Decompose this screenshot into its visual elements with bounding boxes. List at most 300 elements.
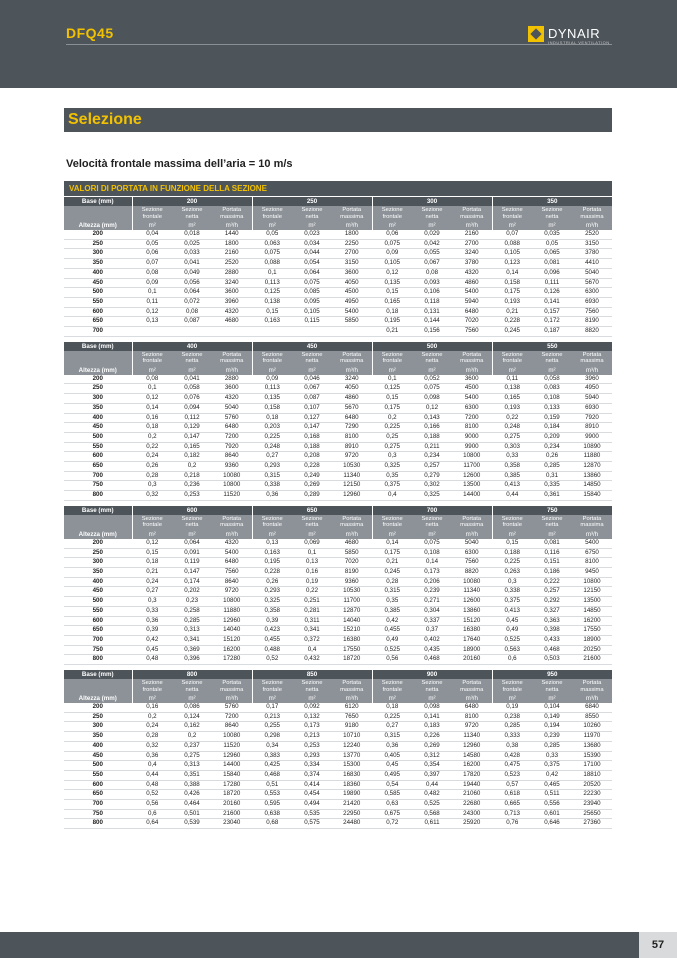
table-cell: 18720 [332,655,372,665]
column-header [412,515,452,530]
column-header [332,679,372,694]
table-cell: 0,105 [372,259,412,269]
table-cell [292,327,332,337]
table-cell: 0,159 [532,413,572,423]
table-row [64,249,612,259]
table-cell: 0,341 [292,626,332,636]
table-cell: 0,638 [252,809,292,819]
table-cell: 3600 [212,384,252,394]
unit-cell: m² [252,530,292,539]
table-cell: 0,44 [492,491,532,501]
column-header-line: Sezione [541,515,563,522]
table-cell: 6480 [212,423,252,433]
table-cell: 0,646 [532,819,572,829]
table-cell: 0,4 [372,491,412,501]
table-cell: 0,163 [252,548,292,558]
table-cell: 0,076 [172,394,212,404]
column-header [252,206,292,221]
unit-row [64,366,612,375]
table-cell: 0,258 [172,606,212,616]
table-cell: 5040 [572,268,612,278]
table-cell: 7020 [332,558,372,568]
column-header [492,351,532,366]
column-header [452,351,492,366]
table-cell: 0,335 [532,481,572,491]
table-cell: 0,238 [492,712,532,722]
unit-cell: m³/h [572,530,612,539]
column-header [212,515,252,530]
table-cell: 0,046 [292,375,332,384]
table-cell: 2880 [212,375,252,384]
table-cell: 7200 [452,413,492,423]
table-cell: 19890 [332,790,372,800]
table-row [64,230,612,239]
altezza-value: 650 [64,790,132,800]
table-cell: 3600 [332,268,372,278]
table-cell: 0,075 [292,278,332,288]
table-cell: 0,118 [412,297,452,307]
column-header-line: netta [305,522,319,529]
table-cell: 0,113 [252,278,292,288]
column-header-line: Portata [222,680,242,687]
table-cell: 0,211 [412,442,452,452]
table-row [64,413,612,423]
column-header-line: netta [425,522,439,529]
table-cell: 0,313 [172,761,212,771]
altezza-value: 450 [64,278,132,288]
column-header-line: Sezione [261,351,283,358]
table-cell: 5760 [212,413,252,423]
table-cell: 11340 [332,471,372,481]
table-cell: 14580 [452,751,492,761]
table-cell: 0,172 [532,317,572,327]
table-cell: 0,13 [132,317,172,327]
table-cell: 7290 [332,423,372,433]
table-cell: 0,147 [292,423,332,433]
table-cell: 4320 [212,394,252,404]
column-header-line: frontale [262,358,282,365]
altezza-value: 300 [64,394,132,404]
table-cell: 6120 [332,703,372,712]
table-cell: 0,556 [532,800,572,810]
column-header-line: frontale [502,358,522,365]
table-cell: 10890 [572,442,612,452]
table-cell: 11880 [572,452,612,462]
table-cell: 8820 [572,327,612,337]
table-cell: 0,065 [532,249,572,259]
table-cell: 18900 [572,635,612,645]
table-row [64,288,612,298]
table-cell: 7560 [212,567,252,577]
column-header-line: netta [305,358,319,365]
table-cell: 9720 [212,587,252,597]
table-cell: 0,269 [412,741,452,751]
logo-icon [528,26,544,42]
table-cell: 17280 [212,655,252,665]
column-header-line: netta [425,213,439,220]
table-cell: 0,225 [252,432,292,442]
column-header-line: Sezione [421,351,443,358]
table-cell: 0,063 [252,239,292,249]
table-cell: 0,374 [292,770,332,780]
table-cell: 24300 [452,809,492,819]
column-header [172,515,212,530]
table-cell: 4860 [452,278,492,288]
table-cell: 14850 [572,606,612,616]
table-cell: 0,088 [252,259,292,269]
table-cell: 0,337 [412,616,452,626]
altezza-value: 450 [64,751,132,761]
table-cell: 0,414 [292,780,332,790]
column-header-row [64,351,612,366]
table-cell: 0,141 [412,712,452,722]
table-cell: 0,107 [292,403,332,413]
table-row [64,732,612,742]
table-cell: 0,2 [172,462,212,472]
altezza-value: 400 [64,741,132,751]
table-cell: 9000 [452,432,492,442]
table-row [64,394,612,404]
table-cell: 0,26 [252,577,292,587]
table-cell: 0,35 [372,597,412,607]
table-cell: 24480 [332,819,372,829]
table-cell: 0,106 [412,288,452,298]
table-cell: 0,257 [412,462,452,472]
column-header-line: netta [545,686,559,693]
table-row [64,317,612,327]
unit-cell: m² [372,530,412,539]
unit-cell: m² [132,366,172,375]
table-cell: 0,525 [412,800,452,810]
table-cell: 0,056 [172,278,212,288]
table-cell: 0,22 [492,413,532,423]
table-cell: 0,351 [172,770,212,780]
base-value: 500 [372,342,492,351]
base-label: Base (mm) [64,197,132,206]
table-row [64,741,612,751]
column-header-line: Portata [222,207,242,213]
altezza-value: 550 [64,606,132,616]
table-cell: 0,058 [532,375,572,384]
altezza-value: 200 [64,703,132,712]
table-cell: 0,044 [292,249,332,259]
table-cell: 0,175 [492,288,532,298]
column-header-line: frontale [142,213,162,220]
table-cell: 0,21 [372,327,412,337]
table-cell: 3240 [212,278,252,288]
table-cell: 0,173 [412,567,452,577]
table-cell: 0,248 [252,442,292,452]
table-cell: 22230 [572,790,612,800]
column-header [572,679,612,694]
table-cell: 0,482 [412,790,452,800]
table-cell [252,327,292,337]
page-header [0,0,677,88]
altezza-value: 600 [64,616,132,626]
table-cell: 0,14 [412,558,452,568]
table-cell: 5400 [572,539,612,548]
table-cell: 5040 [452,539,492,548]
table-cell: 16200 [452,761,492,771]
table-cell: 0,08 [132,375,172,384]
table-cell: 0,32 [132,741,172,751]
table-cell: 0,372 [292,635,332,645]
column-header [212,351,252,366]
column-header-line: netta [185,522,199,529]
table-cell: 0,285 [492,722,532,732]
table-cell: 0,029 [412,230,452,239]
table-cell: 0,338 [252,481,292,491]
base-value: 900 [372,670,492,679]
table-cell: 0,525 [492,635,532,645]
base-value: 400 [132,342,252,351]
table-cell: 0,094 [172,403,212,413]
column-header-line: Portata [342,680,362,687]
table-cell: 0,269 [292,481,332,491]
table-cell: 0,36 [132,751,172,761]
column-header-line: massima [220,358,244,365]
portata-table [64,506,612,665]
table-cell: 0,151 [532,558,572,568]
base-row [64,506,612,515]
table-cell: 0,096 [532,268,572,278]
table-cell: 0,04 [132,230,172,239]
header-divider [66,44,612,45]
table-cell: 3600 [212,288,252,298]
table-cell: 0,3 [132,597,172,607]
table-cell: 0,06 [372,230,412,239]
table-cell: 0,63 [372,800,412,810]
unit-cell: m² [132,221,172,230]
table-cell: 0,105 [492,249,532,259]
table-cell: 0,14 [132,403,172,413]
table-cell: 4320 [212,307,252,317]
unit-cell: m² [172,530,212,539]
column-header [532,679,572,694]
column-header [452,206,492,221]
altezza-value: 600 [64,452,132,462]
base-value: 700 [372,506,492,515]
table-cell: 0,253 [292,741,332,751]
unit-cell: m² [252,694,292,703]
table-cell: 0,18 [132,558,172,568]
column-header-line: massima [340,522,364,529]
model-title: DFQ45 [66,25,114,41]
table-cell: 0,158 [492,278,532,288]
column-header-line: Portata [582,680,602,687]
table-cell: 0,234 [412,452,452,462]
table-cell: 0,075 [252,249,292,259]
unit-cell: m² [412,366,452,375]
table-cell: 0,35 [372,471,412,481]
table-cell: 23040 [212,819,252,829]
table-cell: 15120 [212,635,252,645]
column-header [132,206,172,221]
column-header [492,679,532,694]
table-cell: 0,375 [372,481,412,491]
table-cell: 8640 [212,722,252,732]
table-cell: 0,182 [172,452,212,462]
table-cell: 12960 [332,491,372,501]
table-cell: 3780 [572,249,612,259]
table-cell: 0,468 [412,655,452,665]
table-cell: 0,081 [532,259,572,269]
table-cell: 0,25 [372,432,412,442]
table-cell: 0,07 [492,230,532,239]
table-cell: 0,665 [492,800,532,810]
table-cell: 6480 [212,558,252,568]
table-cell: 6480 [332,413,372,423]
table-cell: 0,44 [132,770,172,780]
table-cell: 0,1 [132,288,172,298]
table-cell: 0,218 [172,471,212,481]
table-cell [332,327,372,337]
table-cell: 0,388 [172,780,212,790]
table-cell: 0,38 [492,741,532,751]
altezza-value: 350 [64,732,132,742]
table-cell: 20250 [572,645,612,655]
table-cell: 0,21 [372,558,412,568]
table-cell: 12870 [332,606,372,616]
table-cell: 17280 [212,780,252,790]
unit-cell: m² [172,694,212,703]
column-header-line: massima [460,358,484,365]
table-cell: 0,16 [132,413,172,423]
table-cell: 16380 [332,635,372,645]
unit-cell: m² [492,221,532,230]
table-cell: 0,2 [132,432,172,442]
table-cell: 13500 [452,481,492,491]
altezza-value: 550 [64,770,132,780]
table-cell: 21600 [572,655,612,665]
table-cell: 0,585 [372,790,412,800]
table-cell [132,327,172,337]
table-cell: 0,255 [252,722,292,732]
table-cell: 8640 [212,452,252,462]
table-cell: 0,325 [412,491,452,501]
unit-cell: m² [292,221,332,230]
table-cell: 0,16 [292,567,332,577]
base-value: 850 [252,670,372,679]
column-header [492,515,532,530]
column-header-line: Sezione [301,680,323,687]
table-cell: 15120 [452,616,492,626]
altezza-value: 750 [64,481,132,491]
altezza-value: 650 [64,317,132,327]
table-row [64,268,612,278]
table-row [64,606,612,616]
table-cell: 17640 [452,635,492,645]
table-cell: 0,618 [492,790,532,800]
table-row [64,819,612,829]
base-row [64,342,612,351]
column-header-line: massima [220,686,244,693]
table-cell: 0,49 [372,635,412,645]
table-cell: 0,15 [492,539,532,548]
table-row [64,751,612,761]
table-cell: 0,304 [412,606,452,616]
table-row [64,616,612,626]
column-header [572,206,612,221]
table-cell: 17550 [332,645,372,655]
table-cell: 9180 [332,722,372,732]
table-cell: 0,064 [172,539,212,548]
table-cell: 8910 [332,442,372,452]
table-cell: 0,468 [532,645,572,655]
table-cell: 0,069 [292,539,332,548]
altezza-label: Altezza (mm) [64,366,132,375]
altezza-label: Altezza (mm) [64,221,132,230]
column-header-line: Sezione [141,680,163,687]
table-cell: 0,058 [172,384,212,394]
table-cell: 12240 [332,741,372,751]
base-value: 800 [132,670,252,679]
table-row [64,645,612,655]
table-cell: 0,257 [532,587,572,597]
table-cell: 0,1 [292,548,332,558]
table-cell: 12960 [212,616,252,626]
table-cell: 0,31 [532,471,572,481]
table-cell: 0,563 [492,645,532,655]
table-row [64,384,612,394]
table-cell: 0,341 [172,635,212,645]
table-cell: 0,19 [492,703,532,712]
table-cell: 0,454 [292,790,332,800]
table-cell: 0,44 [412,780,452,790]
altezza-value: 650 [64,462,132,472]
column-header [292,679,332,694]
table-cell: 0,45 [132,645,172,655]
table-cell: 11700 [332,597,372,607]
table-cell: 9720 [332,452,372,462]
table-cell: 10800 [572,577,612,587]
unit-cell: m³/h [572,221,612,230]
column-header [452,679,492,694]
table-cell: 0,05 [252,230,292,239]
table-cell: 0,501 [172,809,212,819]
table-cell: 0,119 [172,558,212,568]
altezza-value: 800 [64,819,132,829]
blank-cell [64,515,132,530]
table-cell: 0,138 [252,297,292,307]
table-cell: 0,432 [292,655,332,665]
column-header [452,515,492,530]
table-cell: 9900 [572,432,612,442]
column-header [372,679,412,694]
table-cell: 16200 [212,645,252,655]
table-cell: 15840 [212,770,252,780]
column-header-row [64,679,612,694]
column-header-line: massima [340,213,364,220]
table-row [64,722,612,732]
table-cell: 0,523 [492,770,532,780]
table-cell: 3960 [572,375,612,384]
altezza-value: 400 [64,268,132,278]
table-cell: 0,1 [252,268,292,278]
column-header-line: frontale [142,686,162,693]
table-row [64,597,612,607]
table-cell: 5940 [452,297,492,307]
unit-cell: m³/h [212,530,252,539]
table-cell: 0,085 [292,288,332,298]
table-cell: 0,601 [532,809,572,819]
table-cell: 0,503 [532,655,572,665]
table-cell: 0,088 [492,239,532,249]
column-header-line: Sezione [421,515,443,522]
table-cell: 0,385 [372,606,412,616]
table-cell: 0,035 [532,230,572,239]
table-cell: 15300 [332,761,372,771]
